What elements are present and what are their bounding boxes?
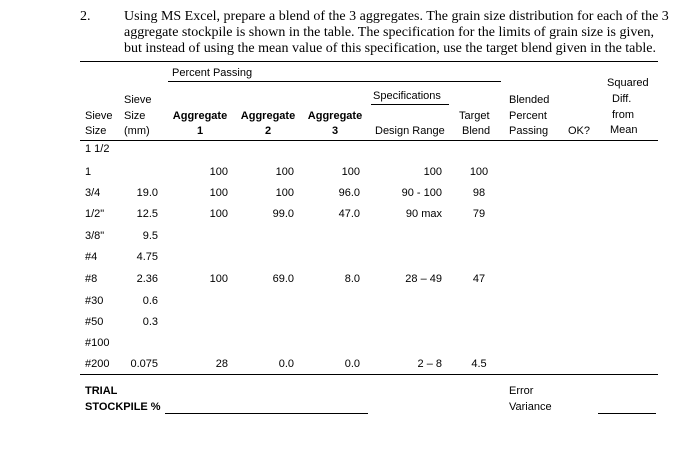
cell-agg3: 96.0	[338, 187, 360, 199]
cell-agg2: 0.0	[278, 358, 294, 370]
cell-sieve: #30	[85, 295, 104, 307]
header-diff: Diff.	[612, 93, 632, 105]
cell-mm: 0.6	[142, 295, 158, 307]
header-agg1-num: 1	[196, 125, 204, 137]
cell-agg1: 100	[209, 166, 228, 178]
cell-target-blend: 79	[472, 208, 486, 220]
header-agg3-num: 3	[331, 125, 339, 137]
header-ok: OK?	[568, 125, 591, 137]
cell-design-range: 2 – 8	[417, 358, 442, 370]
header-agg2-num: 2	[264, 125, 272, 137]
header-mean: Mean	[610, 124, 638, 136]
question-line-2: aggregate stockpile is shown in the table. The specification for the limits of grain size is given,	[124, 25, 655, 40]
cell-design-range: 90 - 100	[401, 187, 442, 199]
cell-design-range: 90 max	[405, 208, 442, 220]
cell-agg1: 100	[209, 187, 228, 199]
cell-sieve: 1 1/2	[85, 143, 110, 155]
header-percent: Percent	[509, 110, 547, 122]
cell-mm: 4.75	[136, 251, 158, 263]
cell-agg3: 100	[341, 166, 360, 178]
specifications-rule	[371, 104, 449, 105]
header-sieve: Sieve	[85, 110, 113, 122]
header-sieve-mm-3: (mm)	[124, 125, 150, 137]
header-design-range: Design Range	[375, 125, 445, 137]
footer-variance: Variance	[509, 401, 552, 413]
cell-agg2: 100	[275, 166, 294, 178]
cell-agg1: 28	[215, 358, 228, 370]
stockpile-input-line[interactable]	[165, 413, 368, 414]
cell-agg3: 0.0	[344, 358, 360, 370]
cell-target-blend: 47	[472, 273, 486, 285]
cell-sieve: #200	[85, 358, 110, 370]
cell-target-blend: 4.5	[471, 358, 487, 370]
header-sieve-mm-1: Sieve	[124, 94, 152, 106]
header-agg1: Aggregate	[172, 110, 228, 122]
cell-agg2: 100	[275, 187, 294, 199]
cell-agg1: 100	[209, 273, 228, 285]
percent-passing-rule	[168, 81, 501, 82]
cell-sieve: #4	[85, 251, 98, 263]
footer-stockpile: STOCKPILE %	[85, 401, 161, 413]
header-blend: Blend	[462, 125, 491, 137]
question-line-1: Using MS Excel, prepare a blend of the 3 aggregates. The grain size distribution for each of the 3	[124, 9, 669, 24]
cell-agg3: 8.0	[344, 273, 360, 285]
cell-sieve: 3/4	[85, 187, 101, 199]
cell-target-blend: 100	[469, 166, 489, 178]
header-target: Target	[459, 110, 490, 122]
header-size: Size	[85, 125, 107, 137]
bottom-rule	[80, 374, 658, 375]
cell-agg2: 69.0	[272, 273, 294, 285]
cell-sieve: 1	[85, 166, 92, 178]
cell-sieve: #100	[85, 337, 110, 349]
cell-design-range: 100	[423, 166, 442, 178]
cell-design-range: 28 – 49	[405, 273, 442, 285]
cell-sieve: 3/8"	[85, 230, 105, 242]
footer-trial: TRIAL	[85, 385, 118, 397]
header-blended: Blended	[509, 94, 550, 106]
top-rule	[80, 61, 658, 62]
cell-agg2: 99.0	[272, 208, 294, 220]
cell-mm: 12.5	[136, 208, 158, 220]
header-agg2: Aggregate	[240, 110, 296, 122]
question-number: 2.	[80, 9, 91, 24]
cell-mm: 2.36	[136, 273, 158, 285]
cell-mm: 0.075	[130, 358, 158, 370]
cell-sieve: #8	[85, 273, 98, 285]
cell-target-blend: 98	[472, 187, 486, 199]
cell-agg1: 100	[209, 208, 228, 220]
variance-input-line[interactable]	[598, 413, 656, 414]
percent-passing-header: Percent Passing	[172, 67, 253, 79]
header-sieve-mm-2: Size	[124, 110, 146, 122]
header-passing: Passing	[509, 125, 549, 137]
specifications-header: Specifications	[373, 90, 441, 102]
question-line-3: but instead of using the mean value of this specification, use the target blend given in the table.	[124, 41, 656, 56]
header-agg3: Aggregate	[307, 110, 363, 122]
cell-sieve: 1/2"	[85, 208, 105, 220]
header-rule	[80, 140, 658, 141]
cell-mm: 0.3	[142, 316, 158, 328]
cell-sieve: #50	[85, 316, 104, 328]
header-squared: Squared	[607, 77, 649, 89]
header-from: from	[612, 109, 634, 121]
cell-mm: 19.0	[136, 187, 158, 199]
cell-agg3: 47.0	[338, 208, 360, 220]
footer-error: Error	[509, 385, 534, 397]
cell-mm: 9.5	[142, 230, 158, 242]
